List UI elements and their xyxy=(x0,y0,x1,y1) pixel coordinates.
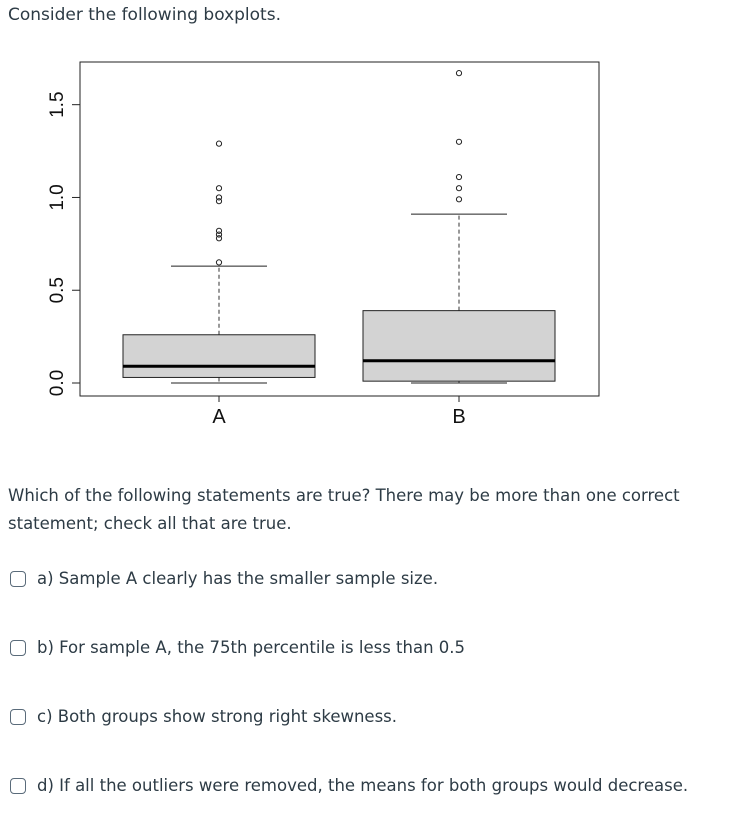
x-tick-label-A: A xyxy=(212,406,226,428)
option-d[interactable] xyxy=(10,774,688,798)
y-axis xyxy=(47,91,80,396)
option-c[interactable] xyxy=(10,705,397,729)
option-b-label: b) For sample A, the 75th percentile is less than 0.5 xyxy=(37,638,466,657)
intro-text: Consider the following boxplots. xyxy=(8,5,281,25)
question-text: Which of the following statements are true? There may be more than one correct statement; check all that are true. xyxy=(8,486,680,533)
box-iqr xyxy=(363,311,555,382)
option-a-label: a) Sample A clearly has the smaller sample size. xyxy=(37,569,439,588)
x-tick-label-B: B xyxy=(452,406,466,428)
outlier-point xyxy=(216,195,221,200)
option-c-label: c) Both groups show strong right skewness. xyxy=(37,707,398,726)
box-A xyxy=(123,141,315,383)
box-B xyxy=(363,71,555,383)
option-d-checkbox[interactable] xyxy=(10,778,26,794)
boxplot-chart xyxy=(0,40,620,440)
y-tick-label: 1.5 xyxy=(47,91,68,118)
y-tick-label: 0.5 xyxy=(47,277,68,304)
outlier-point xyxy=(456,174,461,179)
option-c-checkbox[interactable] xyxy=(10,709,26,725)
box-iqr xyxy=(123,335,315,378)
outlier-point xyxy=(456,186,461,191)
outlier-point xyxy=(216,141,221,146)
y-tick-label: 1.0 xyxy=(47,184,68,211)
option-a-checkbox[interactable] xyxy=(10,571,26,587)
option-a[interactable] xyxy=(10,567,438,591)
outlier-point xyxy=(216,260,221,265)
outlier-point xyxy=(456,139,461,144)
option-d-label: d) If all the outliers were removed, the means for both groups would decrease. xyxy=(37,776,689,795)
outlier-point xyxy=(456,71,461,76)
boxplot-series xyxy=(123,71,555,383)
option-b[interactable] xyxy=(10,636,465,660)
outlier-point xyxy=(456,197,461,202)
outlier-point xyxy=(216,228,221,233)
x-axis xyxy=(212,396,465,428)
y-tick-label: 0.0 xyxy=(47,369,68,397)
option-b-checkbox[interactable] xyxy=(10,640,26,656)
outlier-point xyxy=(216,186,221,191)
